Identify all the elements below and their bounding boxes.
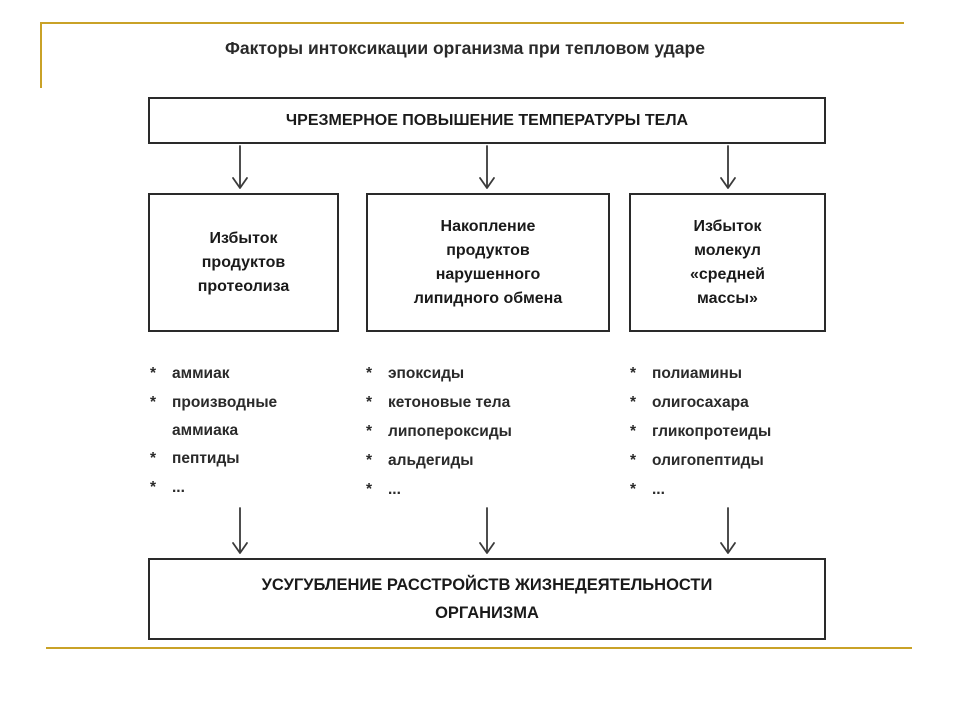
list-item-text: ... <box>388 481 401 498</box>
list-item-text: олигопептиды <box>652 452 764 469</box>
list-item-text: липопероксиды <box>388 423 512 440</box>
bullet: * <box>366 452 373 469</box>
list-item-text: полиамины <box>652 365 743 382</box>
factor-box-label: Накопление продуктов нарушенного липидного обмена <box>413 217 563 307</box>
arrow-down-icon <box>721 508 735 553</box>
arrow-down-icon <box>480 508 494 553</box>
list-item-text: ... <box>172 479 185 496</box>
bullet: * <box>366 423 373 440</box>
factor-box-label: Избыток молекул «средней массы» <box>689 217 766 307</box>
bullet: * <box>150 365 157 382</box>
list-item-text: альдегиды <box>388 452 474 469</box>
bullet: * <box>630 481 637 498</box>
bullet: * <box>366 394 373 411</box>
arrow-down-icon <box>233 508 247 553</box>
arrow-down-icon <box>480 146 494 188</box>
slide-title: Факторы интоксикации организма при тепловом ударе <box>225 38 705 58</box>
bullet: * <box>366 365 373 382</box>
bullet: * <box>630 365 637 382</box>
arrow-down-icon <box>721 146 735 188</box>
list-item-text: гликопротеиды <box>652 423 772 440</box>
bullet: * <box>630 394 637 411</box>
list-item-text: пептиды <box>172 450 240 467</box>
list-item-text: эпоксиды <box>388 365 465 382</box>
outcome-box-label: УСУГУБЛЕНИЕ РАССТРОЙСТВ ЖИЗНЕДЕЯТЕЛЬНОСТИ ОРГАНИЗМА <box>261 576 713 622</box>
bullet: * <box>150 394 157 411</box>
list-item-text: ... <box>652 481 665 498</box>
factor-box-label: Избыток продуктов протеолиза <box>197 229 290 295</box>
list-item-text: кетоновые тела <box>388 394 511 411</box>
arrow-down-icon <box>233 146 247 188</box>
list-item-text: производные <box>172 394 278 411</box>
bullet: * <box>630 452 637 469</box>
list-item-text: аммиак <box>172 365 230 382</box>
bullet: * <box>366 481 373 498</box>
bullet: * <box>150 479 157 496</box>
cause-box-label: ЧРЕЗМЕРНОЕ ПОВЫШЕНИЕ ТЕМПЕРАТУРЫ ТЕЛА <box>285 111 689 129</box>
list-item-text-continued: аммиака <box>172 422 239 439</box>
bullet: * <box>150 450 157 467</box>
bullet: * <box>630 423 637 440</box>
list-item-text: олигосахара <box>652 394 749 411</box>
